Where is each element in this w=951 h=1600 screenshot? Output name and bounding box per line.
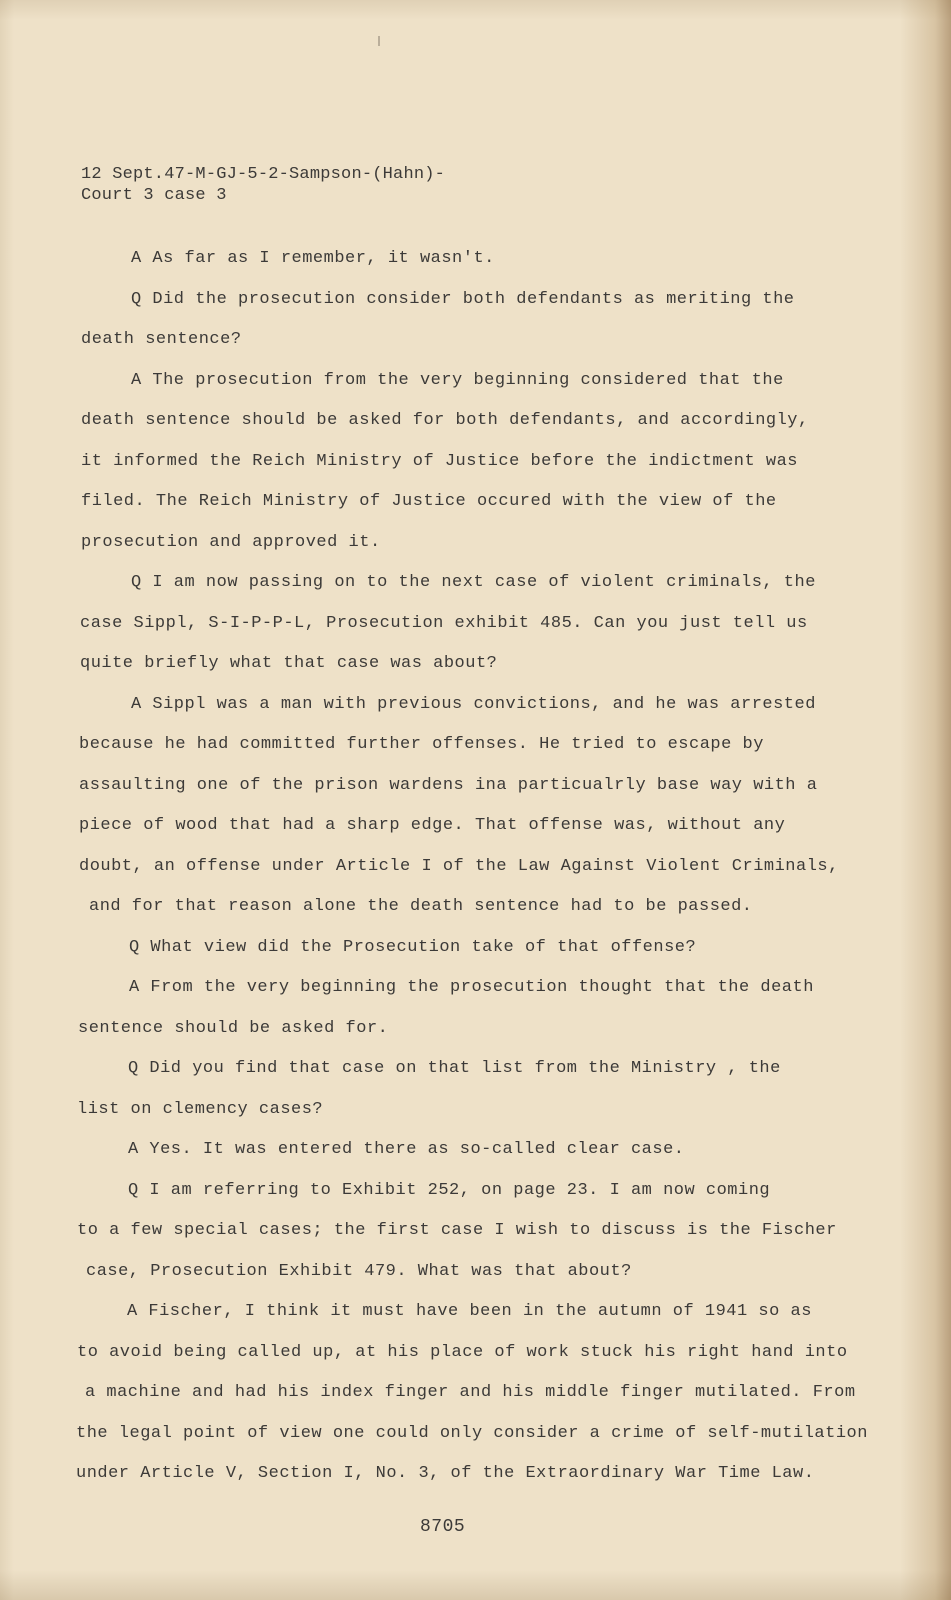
text-line: A From the very beginning the prosecution thought that the death [129,978,814,997]
text-line: case Sippl, S-I-P-P-L, Prosecution exhibit 485. Can you just tell us [80,614,808,633]
text-line: A The prosecution from the very beginning considered that the [131,371,784,390]
text-line: under Article V, Section I, No. 3, of the Extraordinary War Time Law. [76,1464,815,1483]
text-line: A As far as I remember, it wasn't. [131,249,495,268]
text-line: because he had committed further offenses. He tried to escape by [79,735,764,754]
text-line: to avoid being called up, at his place of work stuck his right hand into [77,1343,848,1362]
text-line: A Sippl was a man with previous convictions, and he was arrested [131,695,816,714]
text-line: the legal point of view one could only consider a crime of self-mutilation [76,1424,868,1443]
text-line: and for that reason alone the death sentence had to be passed. [89,897,753,916]
text-line: case, Prosecution Exhibit 479. What was that about? [86,1262,632,1281]
text-line: A Fischer, I think it must have been in the autumn of 1941 so as [127,1302,812,1321]
text-line: it informed the Reich Ministry of Justice before the indictment was [81,452,799,471]
text-line: death sentence? [81,330,242,349]
text-line: Q Did you find that case on that list from the Ministry , the [128,1059,781,1078]
text-line: death sentence should be asked for both defendants, and accordingly, [81,411,809,430]
text-line: a machine and had his index finger and his middle finger mutilated. From [85,1383,856,1402]
header-line-2: Court 3 case 3 [81,186,227,205]
text-line: A Yes. It was entered there as so-called clear case. [128,1140,685,1159]
text-line: assaulting one of the prison wardens ina particualrly base way with a [79,776,818,795]
text-line: Q I am now passing on to the next case of violent criminals, the [131,573,816,592]
page-number: 8705 [420,1517,466,1537]
text-line: to a few special cases; the first case I wish to discuss is the Fischer [77,1221,837,1240]
text-line: filed. The Reich Ministry of Justice occured with the view of the [81,492,777,511]
text-line: list on clemency cases? [77,1100,324,1119]
text-line: doubt, an offense under Article I of the Law Against Violent Criminals, [79,857,839,876]
text-line: quite briefly what that case was about? [80,654,498,673]
text-line: piece of wood that had a sharp edge. That offense was, without any [79,816,786,835]
text-line: Q What view did the Prosecution take of that offense? [129,938,697,957]
text-line: Q I am referring to Exhibit 252, on page 23. I am now coming [128,1181,771,1200]
header-line-1: 12 Sept.47-M-GJ-5-2-Sampson-(Hahn)- [81,165,446,184]
text-line: prosecution and approved it. [81,533,381,552]
text-line: Q Did the prosecution consider both defendants as meriting the [131,290,795,309]
text-line: sentence should be asked for. [78,1019,389,1038]
